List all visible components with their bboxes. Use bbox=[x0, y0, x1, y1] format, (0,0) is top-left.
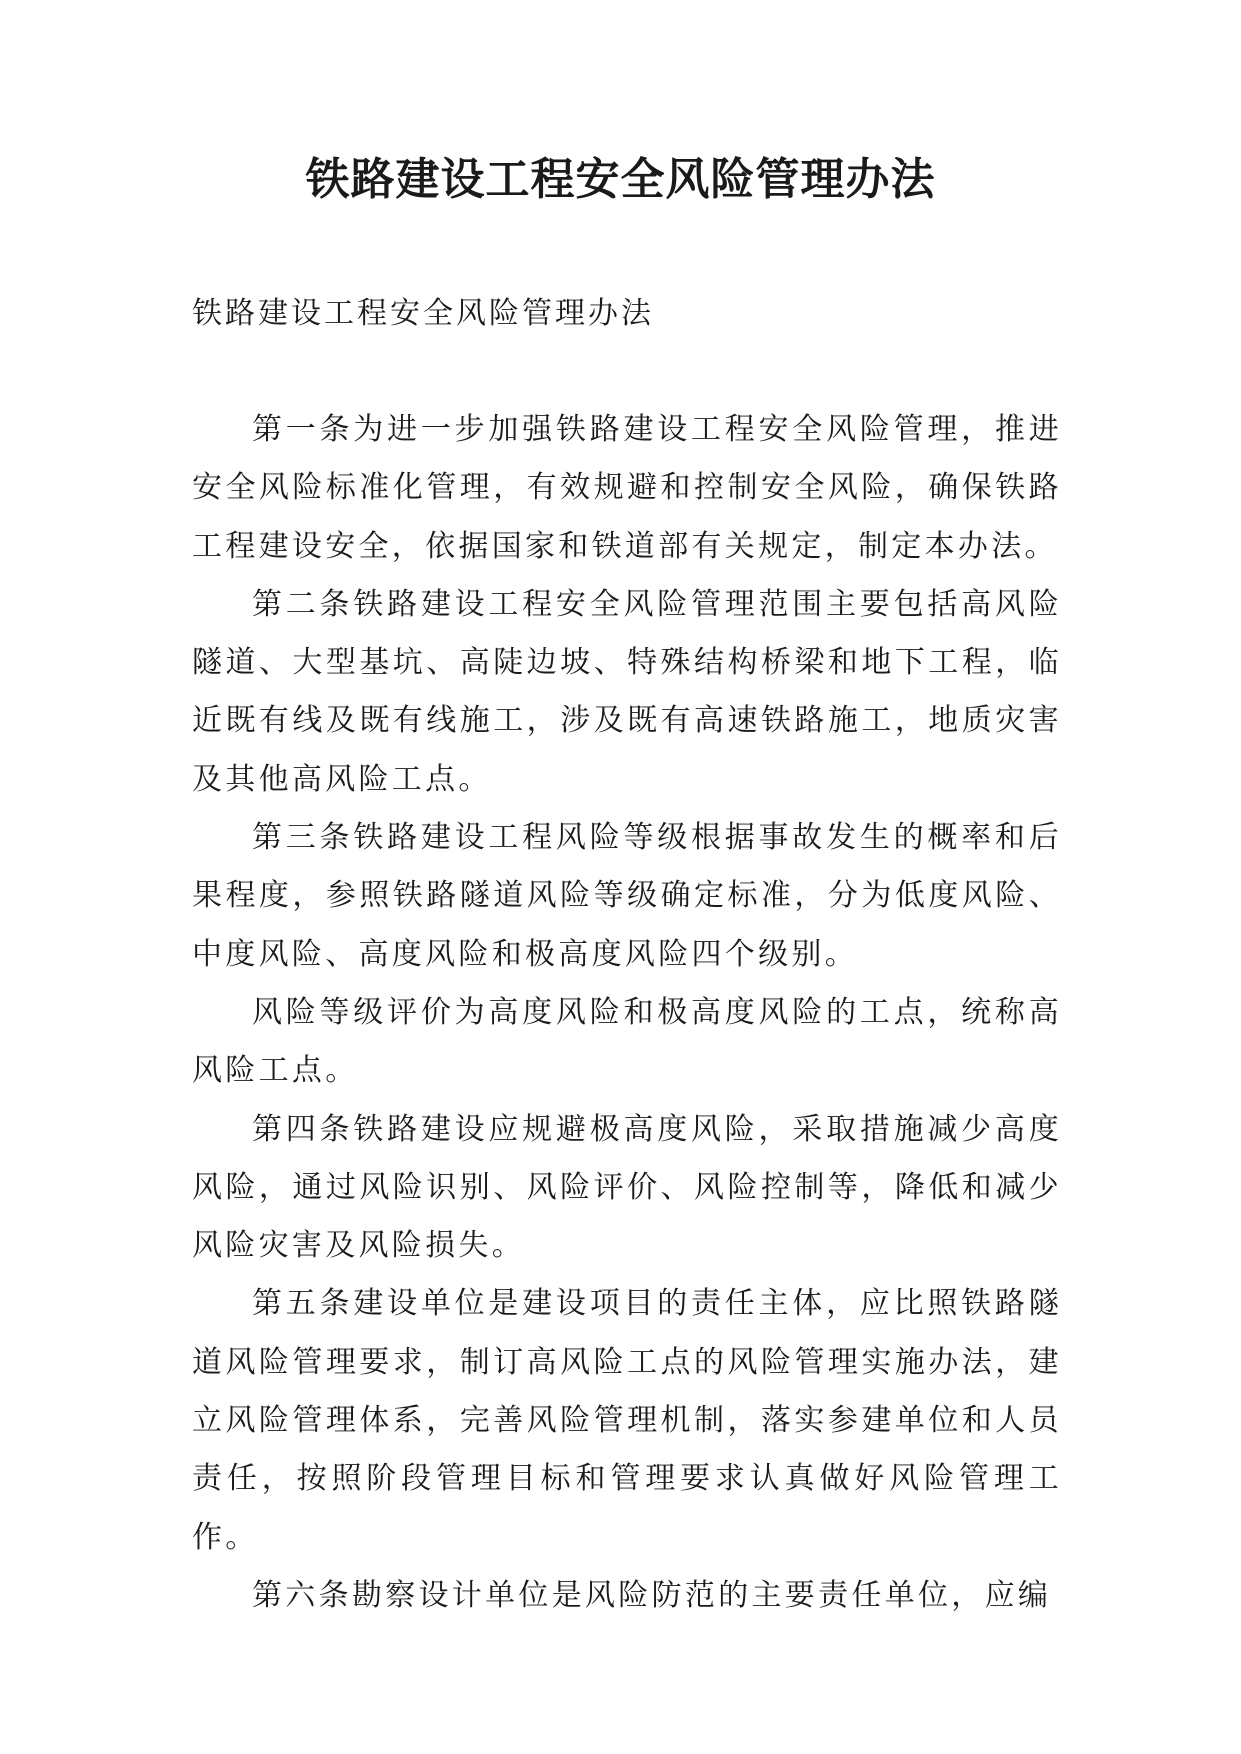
paragraph-article-3: 第三条铁路建设工程风险等级根据事故发生的概率和后果程度，参照铁路隧道风险等级确定标准，分为低度风险、中度风险、高度风险和极高度风险四个级别。 bbox=[192, 820, 1062, 972]
page-title: 铁路建设工程安全风险管理办法 bbox=[305, 154, 936, 205]
document-body bbox=[192, 401, 1062, 1625]
paragraph-risk-definition: 风险等级评价为高度风险和极高度风险的工点，统称高风险工点。 bbox=[192, 994, 1062, 1089]
paragraph-article-5: 第五条建设单位是建设项目的责任主体，应比照铁路隧道风险管理要求，制订高风险工点的风险管理实施办法，建立风险管理体系，完善风险管理机制，落实参建单位和人员责任，按照阶段管理目标和管理要求认真做好风险管理工作。 bbox=[192, 1286, 1062, 1555]
document-subtitle: 铁路建设工程安全风险管理办法 bbox=[192, 296, 654, 331]
paragraph-article-6: 第六条勘察设计单位是风险防范的主要责任单位，应编 bbox=[252, 1577, 1052, 1613]
paragraph-article-4: 第四条铁路建设应规避极高度风险，采取措施减少高度风险，通过风险识别、风险评价、风险控制等，降低和减少风险灾害及风险损失。 bbox=[192, 1111, 1062, 1264]
paragraph-article-1: 第一条为进一步加强铁路建设工程安全风险管理，推进安全风险标准化管理，有效规避和控制安全风险，确保铁路工程建设安全，依据国家和铁道部有关规定，制定本办法。 bbox=[192, 412, 1062, 564]
paragraph-article-2: 第二条铁路建设工程安全风险管理范围主要包括高风险隧道、大型基坑、高陡边坡、特殊结构桥梁和地下工程，临近既有线及既有线施工，涉及既有高速铁路施工，地质灾害及其他高风险工点。 bbox=[192, 586, 1062, 797]
